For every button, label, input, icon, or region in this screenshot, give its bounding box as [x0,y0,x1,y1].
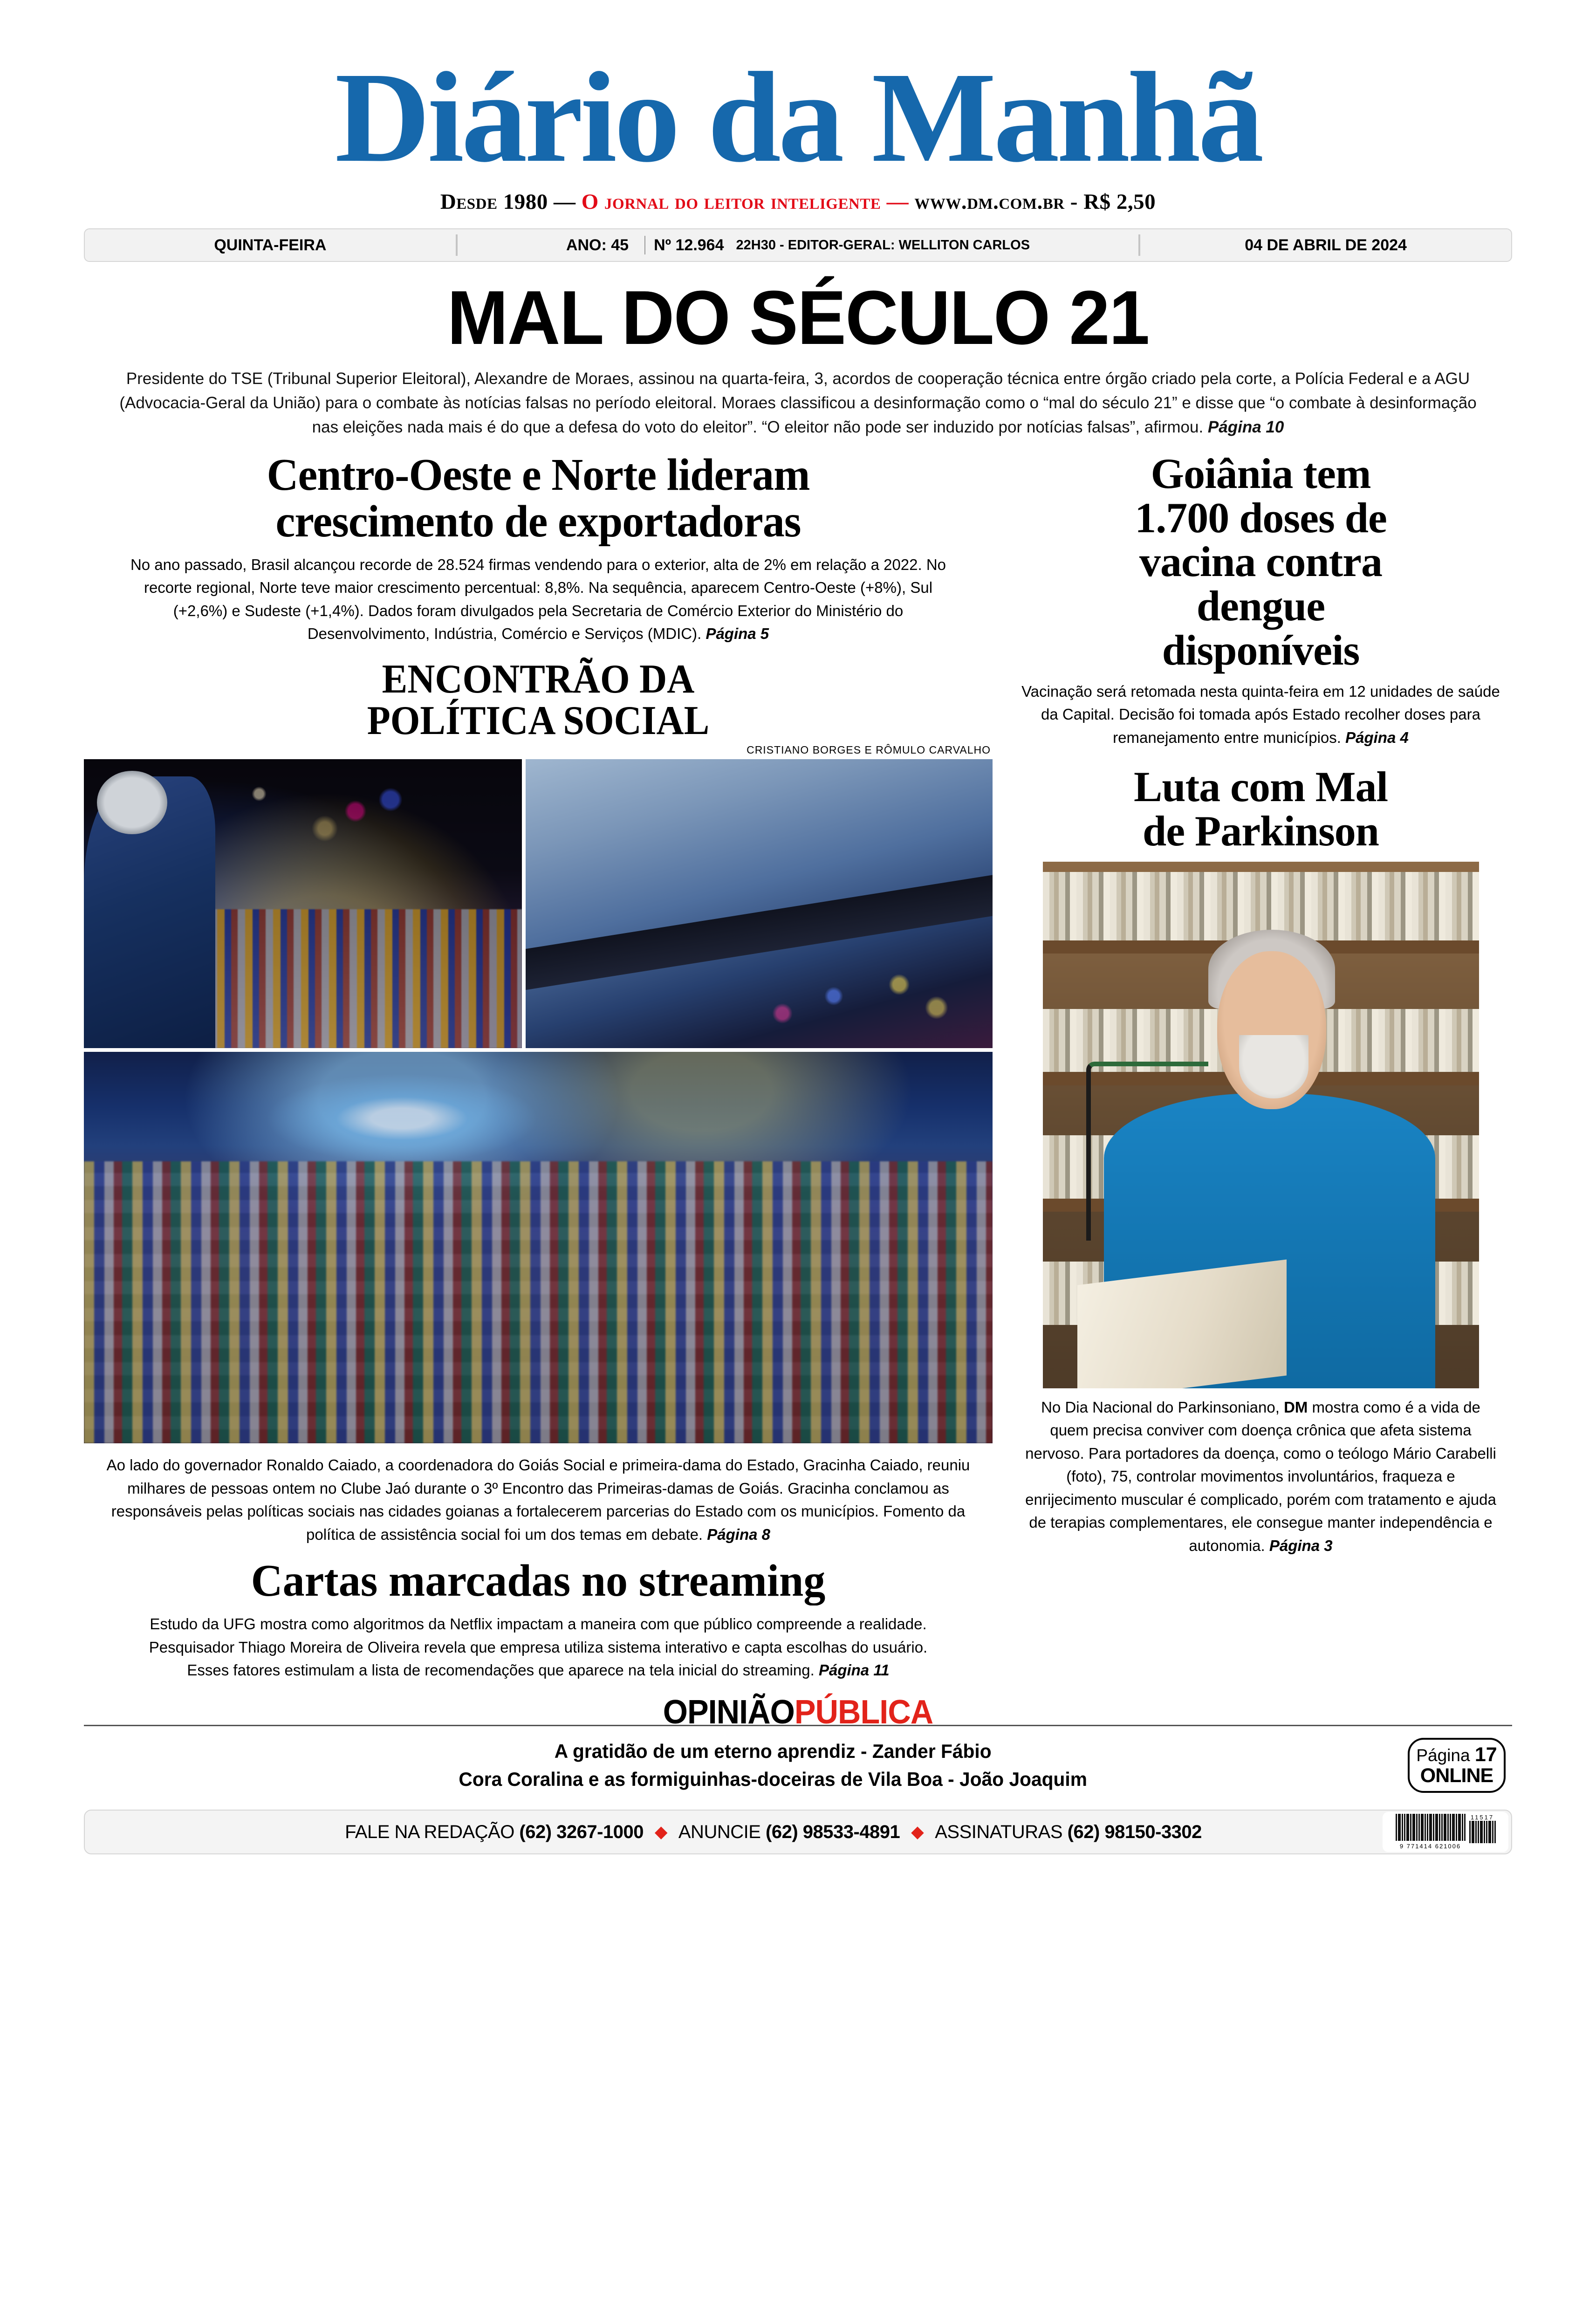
encontrao-caption-text: Ao lado do governador Ronaldo Caiado, a coordenadora do Goiás Social e primeira-dama do Estado, Gracinha Caiado, reuniu milhares de pessoas ontem no Clube Jaó durante o 3º Encontro das Primeiras-damas de Goiás. Gracinha conclamou as responsáveis pelas políticas sociais nas cidades goianas a fortalecerem parcerias do Estado com os municípios. Fomento da política de assistência social foi um dos temas em debate. [106,1456,970,1543]
infobar-weekday: QUINTA-FEIRA [214,236,327,254]
photo-beam-detail [526,866,993,994]
encontrao-caption [84,1454,993,1546]
photo-scene [84,1052,993,1443]
infobar-date: 04 DE ABRIL DE 2024 [1245,236,1407,254]
contact-footer [84,1810,1512,1854]
opiniao-online-label: ONLINE [1420,1764,1493,1787]
footer-phone-assinaturas[interactable]: (62) 98150-3302 [1067,1821,1202,1842]
diamond-icon: ◆ [655,1823,667,1841]
export-headline-line2: crescimento de exportadoras [275,496,801,546]
left-column [84,449,993,1682]
opiniao-page-label: Página [1416,1746,1475,1765]
streaming-summary [84,1612,993,1682]
dengue-summary [1009,680,1512,749]
photo-governor-speaking [84,759,522,1048]
photo-stage-screen [247,1068,556,1169]
barcode-main-number: 9 771414 621006 [1399,1843,1461,1850]
opiniao-item-2[interactable]: Cora Coralina e as formiguinhas-doceiras de Vila Boa - João Joaquim [459,1768,1087,1791]
diamond-icon: ◆ [911,1823,924,1841]
barcode [1383,1812,1508,1852]
barcode-addon-number: 11517 [1470,1814,1494,1821]
encontrao-headline-line1: ENCONTRÃO DA [382,656,695,702]
photo-credit: CRISTIANO BORGES E RÔMULO CARVALHO [747,744,991,756]
masthead-slogan: O jornal do leitor inteligente — [581,190,909,214]
dengue-headline-line2: 1.700 doses de [1135,494,1387,542]
photo-parkinson-patient [1043,862,1479,1388]
divider [644,236,645,254]
lead-headline: MAL DO SÉCULO 21 [447,275,1149,361]
parkinson-page-ref: Página 3 [1269,1537,1333,1554]
infobar-issue: Nº 12.964 [654,236,724,254]
photo-beard-detail [1239,1035,1309,1098]
export-headline [97,449,979,546]
lead-summary-text: Presidente do TSE (Tribunal Superior Eleitoral), Alexandre de Moraes, assinou na quarta-feira, 3, acordos de cooperação técnica entre órgão criado pela corte, a Polícia Federal e a AGU (Advocacia-Geral da União) para o combate às notícias falsas no período eleitoral. Moraes classificou a desinformação como o “mal do século 21” e disse que “o combate à desinformação nas eleições nada mais é do que a defesa do voto do eleitor”. “O eleitor não pode ser induzido por notícias falsas”, afirmou. [119,370,1477,436]
dengue-headline-line1: Goiânia tem [1151,449,1371,497]
photo-row-top [84,759,993,1048]
dengue-headline-line3: vacina contra [1139,538,1383,586]
encontrao-page-ref: Página 8 [707,1525,770,1543]
dengue-headline-line4: dengue [1196,582,1325,630]
opiniao-body [84,1737,1512,1794]
opiniao-page-badge [1408,1738,1506,1793]
streaming-page-ref: Página 11 [818,1661,890,1679]
dengue-headline [1009,449,1512,674]
parkinson-caption-part1: No Dia Nacional do Parkinsoniano, [1041,1398,1284,1416]
main-columns [84,449,1512,1682]
photo-scene [526,759,993,1048]
opiniao-page-line [1416,1744,1497,1765]
barcode-addon-group [1469,1814,1496,1844]
streaming-headline: Cartas marcadas no streaming [251,1556,826,1606]
encontrao-photo-group [84,759,993,1443]
footer-label-redacao: FALE NA REDAÇÃO [345,1821,520,1842]
info-bar [84,228,1512,262]
masthead-tagline [84,189,1512,214]
export-summary [84,553,993,645]
infobar-editor: 22H30 - EDITOR-GERAL: WELLITON CARLOS [736,237,1030,253]
opiniao-item-1[interactable]: A gratidão de um eterno aprendiz - Zander Fábio [554,1740,992,1762]
parkinson-headline [1009,765,1512,853]
dengue-headline-line5: disponíveis [1162,626,1360,674]
footer-phone-redacao[interactable]: (62) 3267-1000 [519,1821,644,1842]
dengue-summary-text: Vacinação será retomada nesta quinta-feira em 12 unidades de saúde da Capital. Decisão foi tomada após Estado recolher doses para remanejamento entre municípios. [1021,682,1500,746]
column-gutter [993,452,1009,1682]
opiniao-page-number: 17 [1474,1743,1497,1766]
encontrao-headline [116,656,961,744]
photo-crowd-detail [189,909,522,1048]
footer-phone-anuncie[interactable]: (62) 98533-4891 [766,1821,900,1842]
masthead-since: Desde 1980 — [440,190,576,214]
parkinson-caption-brand: DM [1284,1398,1308,1416]
photo-scene [84,759,522,1048]
dengue-page-ref: Página 4 [1345,728,1409,746]
infobar-center [458,236,1138,254]
opiniao-section [84,1693,1512,1794]
export-summary-text: No ano passado, Brasil alcançou recorde de 28.524 firmas vendendo para o exterior, alta de 2% em relação a 2022. No recorte regional, Norte teve maior crescimento percentual: 8,8%. Na sequência, aparecem Centro-Oeste (+8%), Sul (+2,6%) e Sudeste (+1,4%). Dados foram divulgados pela Secretaria de Comércio Exterior do Ministério do Desenvolvimento, Indústria, Comércio e Serviços (MDIC). [130,556,946,643]
photo-scene [1043,862,1479,1388]
infobar-year: ANO: 45 [566,236,629,254]
contact-line [85,1822,1383,1843]
export-page-ref: Página 5 [706,625,769,643]
opiniao-article-list [104,1737,1388,1794]
masthead-site: www.dm.com.br - R$ 2,50 [914,190,1156,214]
opiniao-title-black: OPINIÃO [663,1693,795,1731]
lead-summary [112,367,1484,439]
parkinson-headline-line2: de Parkinson [1143,807,1379,855]
masthead-title: Diário da Manhã [335,46,1261,189]
encontrao-headline-line2: POLÍTICA SOCIAL [367,698,710,744]
right-column [1009,449,1512,1682]
opiniao-title [120,1693,1477,1731]
streaming-summary-text: Estudo da UFG mostra como algoritmos da Netflix impactam a maneira com que público compreende a realidade. Pesquisador Thiago Moreira de Oliveira revela que empresa utiliza sistema interativo e capta escolhas do usuário. Esses fatores estimulam a lista de recomendações que aparece na tela inicial do streaming. [149,1615,928,1679]
photo-audience-wide [84,1052,993,1443]
photo-crowd-detail [84,1161,993,1443]
barcode-main-group [1396,1814,1466,1850]
barcode-bars [1396,1814,1466,1843]
footer-label-anuncie: ANUNCIE [678,1821,766,1842]
opiniao-title-red: PÚBLICA [794,1693,933,1731]
photo-venue-ceiling [526,759,993,1048]
parkinson-caption [1009,1396,1512,1557]
parkinson-headline-line1: Luta com Mal [1133,763,1388,810]
footer-label-assinaturas: ASSINATURAS [935,1821,1068,1842]
lead-page-ref: Página 10 [1207,418,1284,436]
export-headline-line1: Centro-Oeste e Norte lideram [267,449,810,500]
masthead [84,0,1512,214]
barcode-addon-bars [1469,1821,1496,1844]
parkinson-caption-part2: mostra como é a vida de quem precisa conviver com doença crônica que afeta sistema nervoso. Para portadores da doença, como o teólogo Mário Carabelli (foto), 75, controlar movimentos involuntários, fraqueza e enrijecimento muscular é complicado, porém com tratamento e ajuda de terapias complementares, ele consegue manter independência e autonomia. [1025,1398,1496,1554]
